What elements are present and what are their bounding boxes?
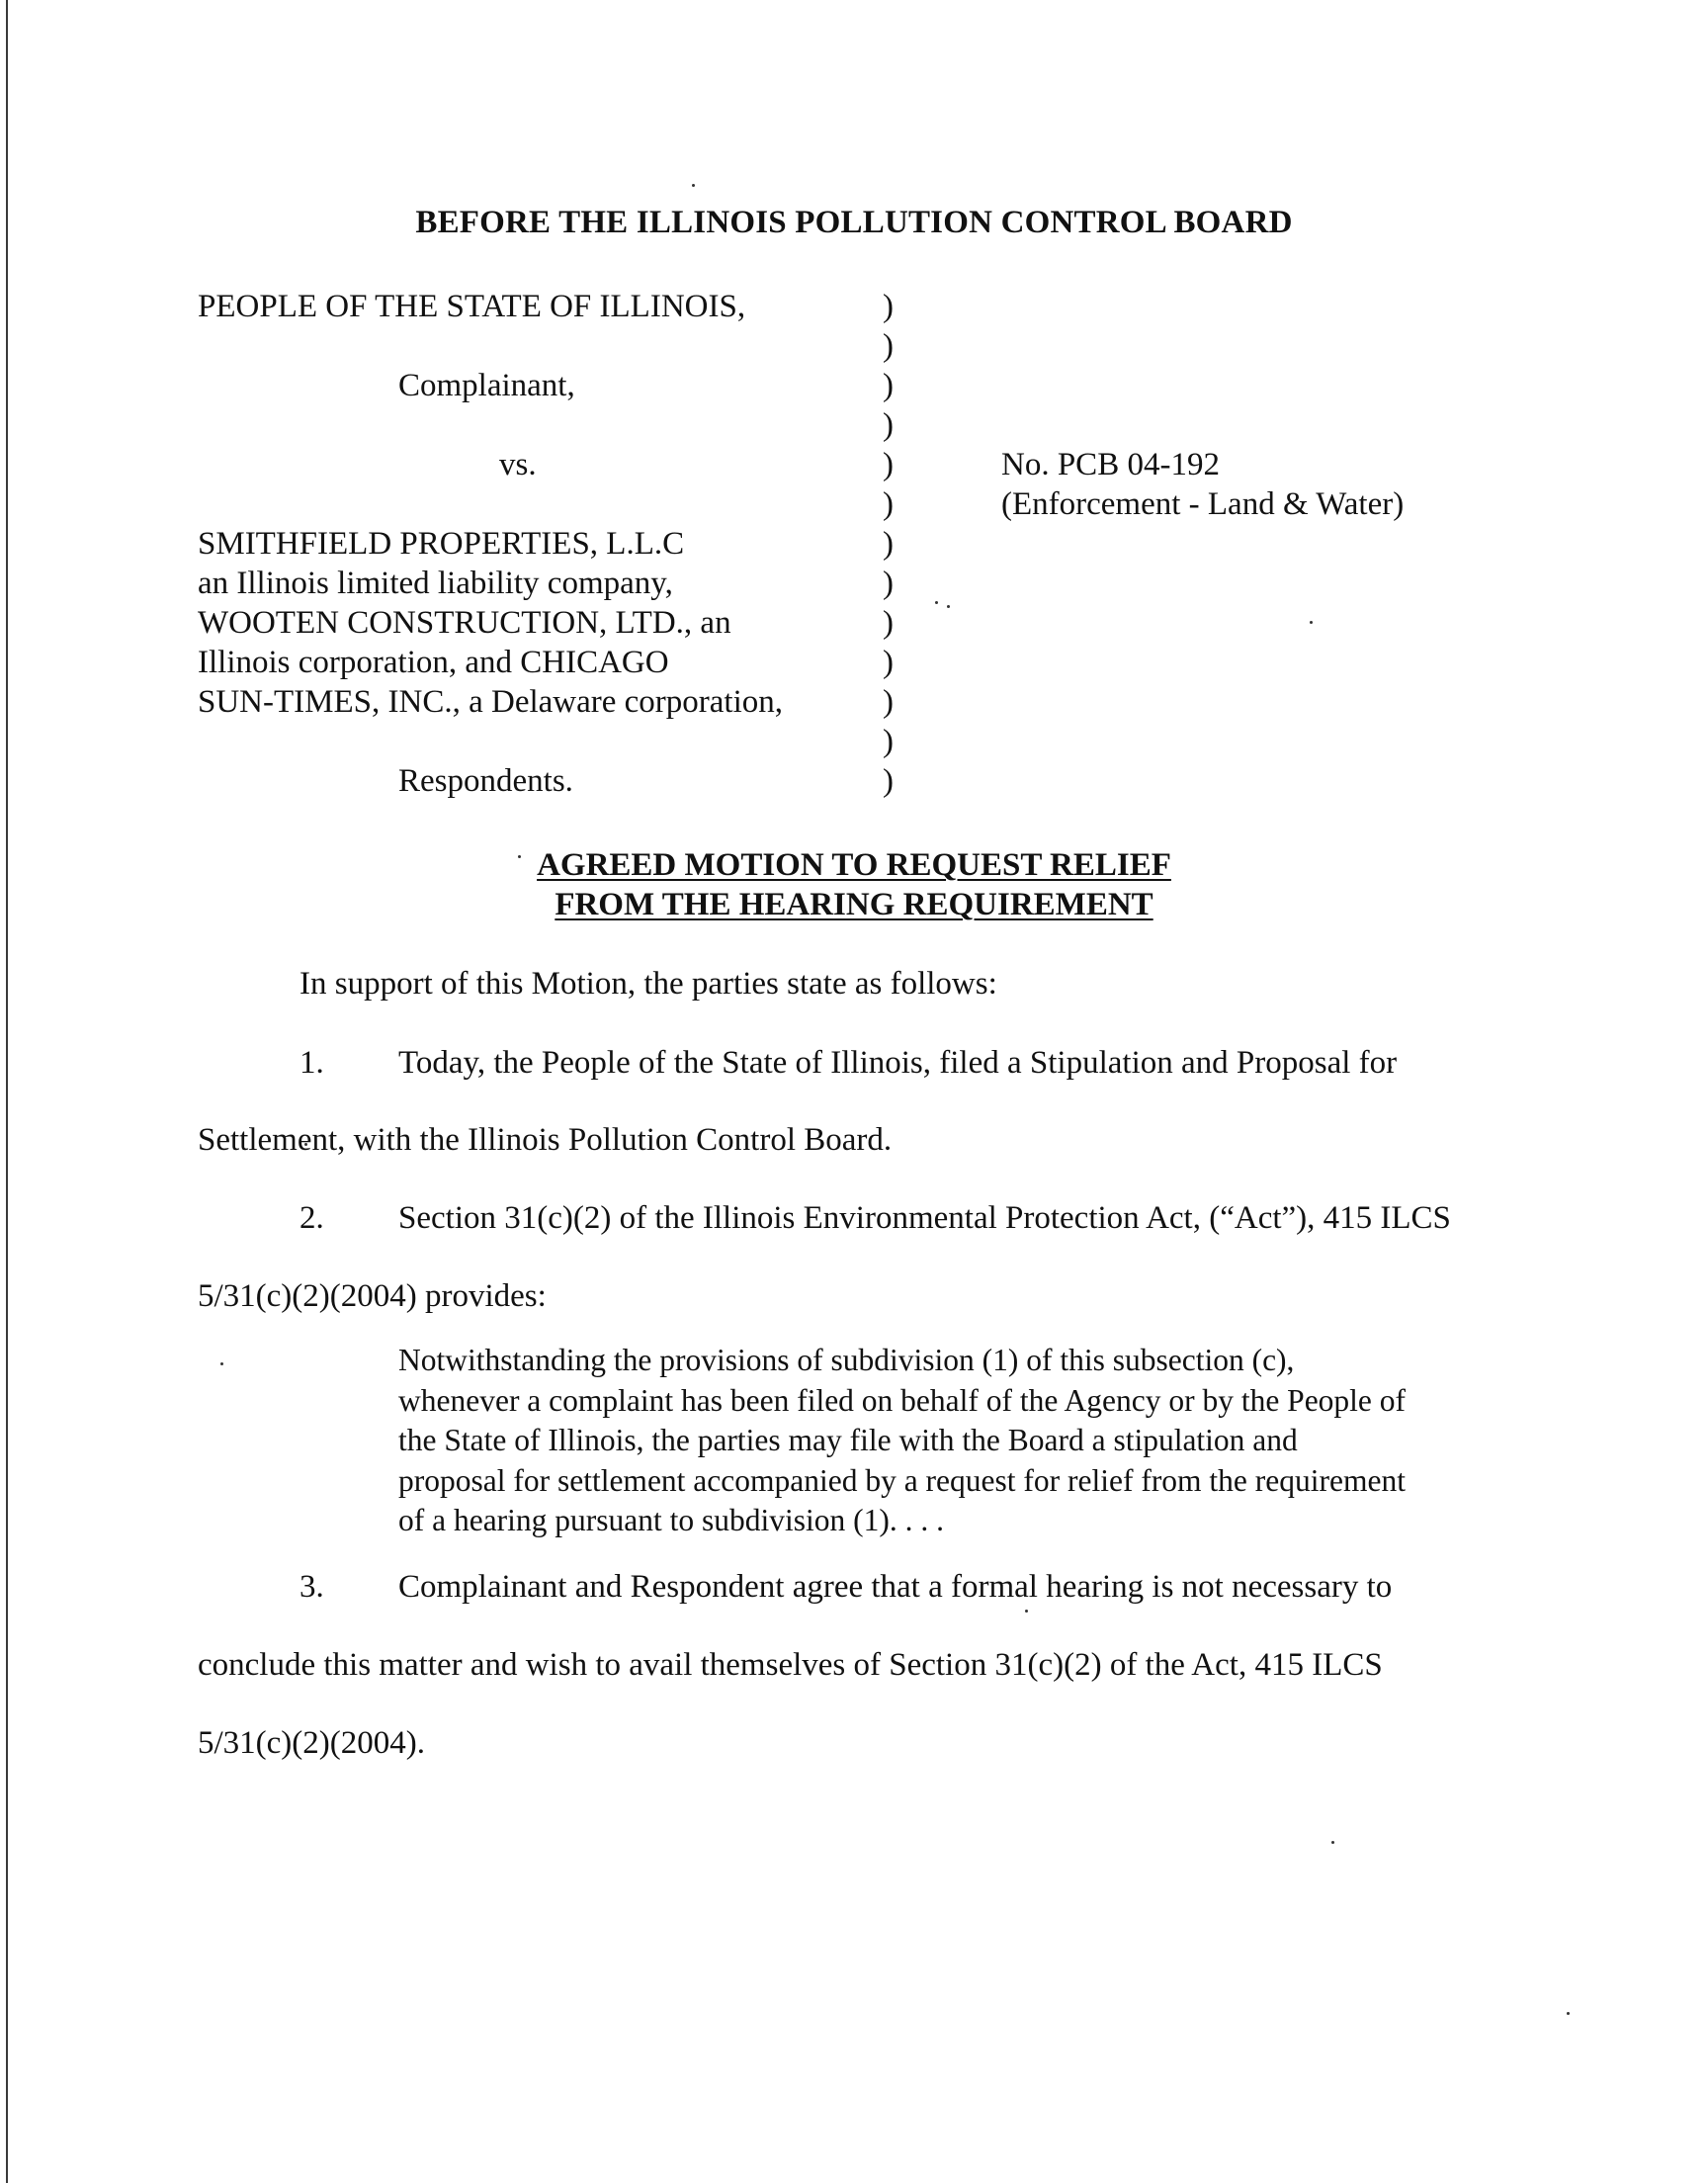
scan-speck xyxy=(1567,2012,1570,2015)
intro-sentence: In support of this Motion, the parties state as follows: xyxy=(299,966,997,1002)
paragraph-text: 5/31(c)(2)(2004). xyxy=(198,1725,426,1761)
caption-respondent-line: Illinois corporation, and CHICAGO xyxy=(198,645,669,680)
scan-speck xyxy=(692,184,695,187)
caption-paren: ) xyxy=(883,368,894,403)
caption-respondent-line: WOOTEN CONSTRUCTION, LTD., an xyxy=(198,605,731,641)
caption-paren: ) xyxy=(883,605,894,641)
statute-quote: Notwithstanding the provisions of subdivision (1) of this subsection (c), whenever a complaint has been filed on behalf of the Agency or by the People of the State of Illinois, the parties may file with the Board a stipulation and proposal for settlement accompanied by a request for relief from the requirement of a hearing pursuant to subdivision (1). . . . xyxy=(398,1343,1407,1537)
paragraph-text: Settlement, with the Illinois Pollution Control Board. xyxy=(198,1122,893,1158)
paragraph-text: 5/31(c)(2)(2004) provides: xyxy=(198,1278,547,1314)
caption-parentheses xyxy=(883,287,894,801)
motion-title-line2: FROM THE HEARING REQUIREMENT xyxy=(555,887,1153,922)
caption-respondent-line: an Illinois limited liability company, xyxy=(198,566,673,601)
scan-speck xyxy=(947,605,950,608)
scan-speck xyxy=(220,1362,223,1365)
caption-paren: ) xyxy=(883,684,894,720)
caption-paren: ) xyxy=(883,763,894,799)
caption-paren: ) xyxy=(883,289,894,324)
scan-speck xyxy=(935,601,938,604)
caption-respondent-line: SMITHFIELD PROPERTIES, L.L.C xyxy=(198,526,685,562)
paragraph-number: 2. xyxy=(299,1200,324,1236)
paragraph-text: Complainant and Respondent agree that a formal hearing is not necessary to xyxy=(398,1569,1393,1605)
caption-paren: ) xyxy=(883,447,894,482)
motion-title-line1: AGREED MOTION TO REQUEST RELIEF xyxy=(537,847,1171,883)
scan-left-edge xyxy=(6,0,8,2183)
scan-speck xyxy=(1310,621,1313,624)
caption-paren: ) xyxy=(883,486,894,522)
caption-paren: ) xyxy=(883,566,894,601)
case-type: (Enforcement - Land & Water) xyxy=(1001,486,1405,522)
paragraph-text: conclude this matter and wish to avail themselves of Section 31(c)(2) of the Act, 415 ILCS xyxy=(198,1647,1383,1683)
paragraph-text: Section 31(c)(2) of the Illinois Environmental Protection Act, (“Act”), 415 ILCS xyxy=(398,1200,1451,1236)
caption-paren: ) xyxy=(883,645,894,680)
caption-respondents-label: Respondents. xyxy=(398,763,573,799)
paragraph-number: 1. xyxy=(299,1045,324,1081)
caption-people: PEOPLE OF THE STATE OF ILLINOIS, xyxy=(198,289,746,324)
caption-paren: ) xyxy=(883,526,894,562)
scan-speck xyxy=(1331,1841,1334,1844)
caption-paren: ) xyxy=(883,328,894,364)
paragraph-number: 3. xyxy=(299,1569,324,1605)
caption-respondent-line: SUN-TIMES, INC., a Delaware corporation, xyxy=(198,684,784,720)
caption-paren: ) xyxy=(883,724,894,759)
caption-vs: vs. xyxy=(499,447,537,482)
court-heading: BEFORE THE ILLINOIS POLLUTION CONTROL BOARD xyxy=(415,205,1293,240)
paragraph-text: Today, the People of the State of Illinois, filed a Stipulation and Proposal for xyxy=(398,1045,1398,1081)
caption-complainant: Complainant, xyxy=(398,368,575,403)
case-number: No. PCB 04-192 xyxy=(1001,447,1220,482)
scan-speck xyxy=(1025,1610,1028,1613)
caption-paren: ) xyxy=(883,407,894,443)
